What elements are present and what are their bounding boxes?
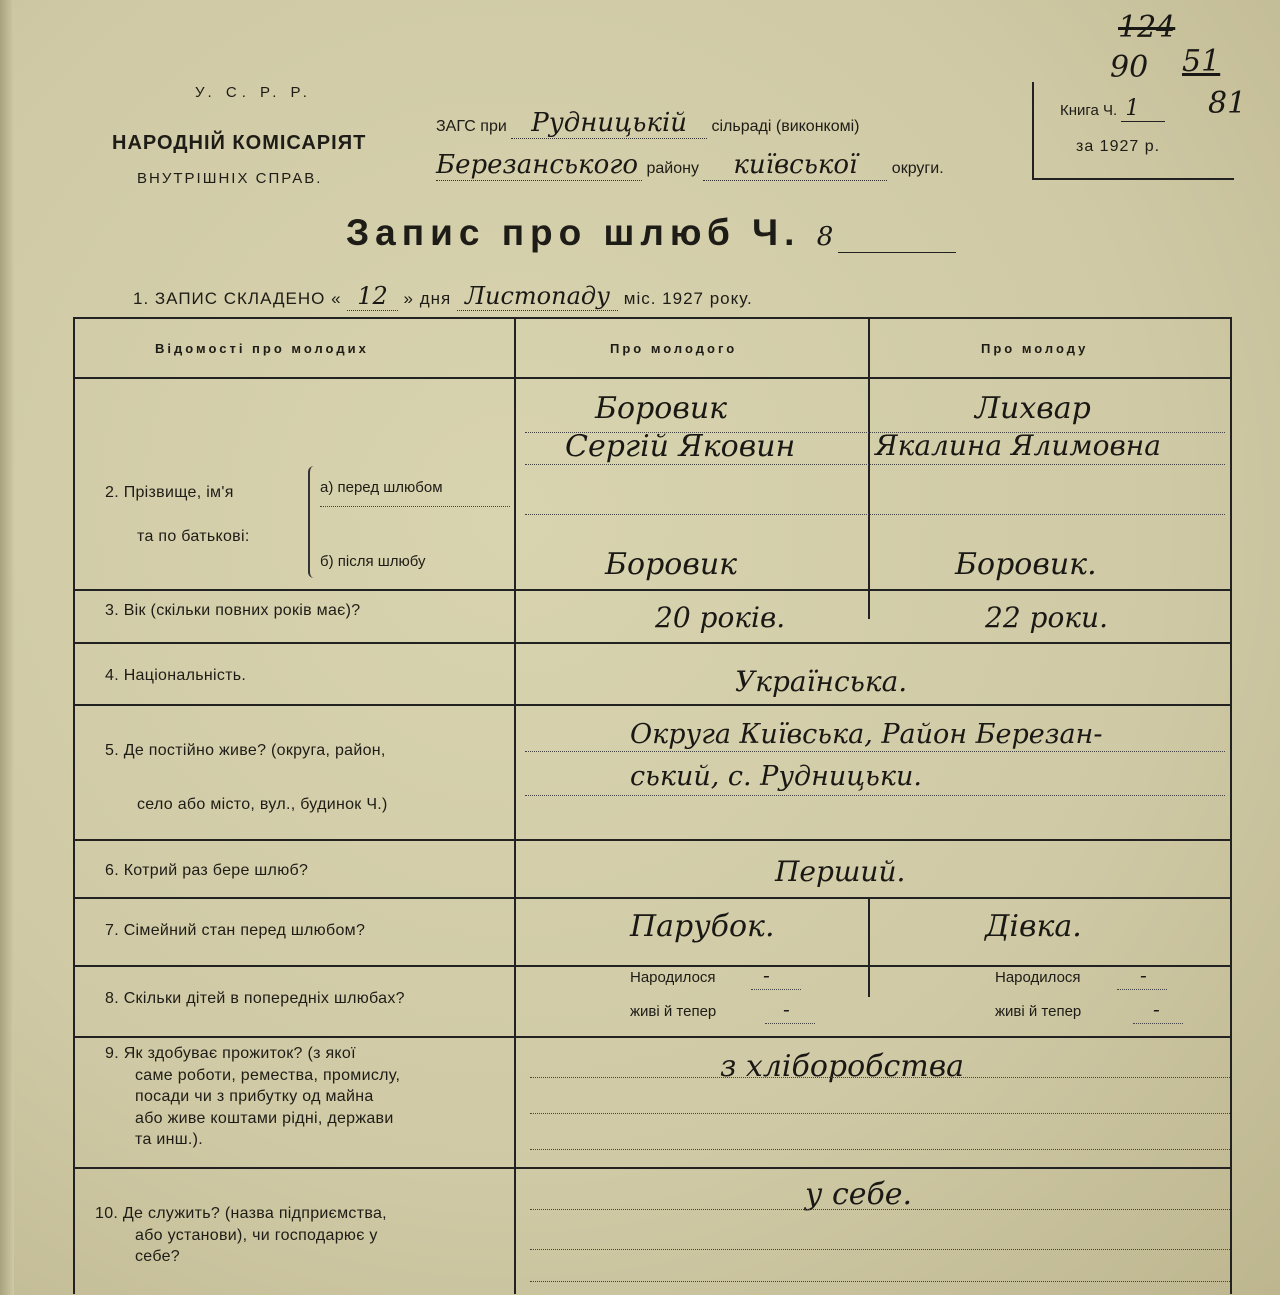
row2-dotline-3 [525, 514, 1225, 515]
record-day-handwritten: 12 [347, 282, 398, 311]
row10-dotline-2 [530, 1249, 1230, 1250]
bride-alive-line [1133, 1023, 1183, 1024]
row9-label-l5: та инш.). [135, 1131, 204, 1149]
row-line-6 [75, 897, 1230, 899]
row10-dotline-1 [530, 1209, 1230, 1210]
row-line-8 [75, 1036, 1230, 1038]
groom-alive-line [765, 1023, 815, 1024]
book-number-handwritten: 1 [1121, 96, 1165, 122]
header-bride: Про молоду [981, 341, 1089, 356]
row3-label: 3. Вік (скільки повних років має)? [105, 602, 361, 619]
district-handwritten: Березанського [436, 150, 642, 181]
village-council-suffix: сільраді (виконкомі) [711, 118, 860, 135]
row9-label-l3: посади чи з прибутку од майна [135, 1088, 374, 1106]
title-number-handwritten: 8 [816, 222, 834, 252]
bride-born-value: - [1140, 963, 1147, 987]
groom-alive-label: живі й тепер [630, 1003, 717, 1020]
district-suffix: району [646, 160, 699, 177]
row9-dotline-2 [530, 1113, 1230, 1114]
header-info: Відомості про молодих [155, 341, 369, 356]
bride-alive-value: - [1153, 997, 1160, 1021]
bride-alive-label: живі й тепер [995, 1003, 1082, 1020]
year-label: за 1927 р. [1076, 138, 1161, 155]
marriage-count-value: Перший. [775, 855, 906, 888]
groom-alive-value: - [783, 997, 790, 1021]
livelihood-value: з хліборобства [720, 1049, 965, 1084]
nationality-value: Українська. [735, 665, 908, 698]
book-line [1060, 96, 1165, 121]
col-divider-2b [868, 897, 870, 997]
bride-born-line [1117, 989, 1167, 990]
row4-label: 4. Національність. [105, 667, 247, 684]
row-line-7 [75, 965, 1230, 967]
corner-number-crossed: 124 [1118, 10, 1176, 45]
row8-label: 8. Скільки дітей в попередніх шлюбах? [105, 990, 405, 1007]
bride-name-before: Якалина Ялимовна [875, 429, 1161, 462]
col-divider-1 [514, 319, 516, 1294]
title-underline [838, 252, 956, 253]
title-text: Запис про шлюб Ч. [346, 212, 801, 253]
groom-born-line [751, 989, 801, 990]
groom-age: 20 років. [655, 601, 786, 634]
row9-label [105, 1043, 400, 1151]
groom-name-before: Сергій Яковин [565, 429, 796, 464]
okruha-suffix: округи. [891, 160, 944, 177]
row9-label-l4: або живе коштами рідні, держави [135, 1109, 394, 1127]
marriage-table [73, 317, 1232, 1294]
groom-surname-before: Боровик [595, 391, 728, 426]
row10-label-l2: або установи), чи господарює у [135, 1226, 378, 1244]
bride-status: Дівка. [985, 909, 1082, 944]
residence-line-2: ський, с. Рудницьки. [630, 761, 922, 792]
zags-line [436, 108, 860, 139]
internal-affairs: ВНУТРІШНІХ СПРАВ. [137, 170, 323, 187]
row2-label-1: 2. Прізвище, ім'я [105, 484, 234, 501]
row9-dotline-1 [530, 1077, 1230, 1078]
row2-before-label: а) перед шлюбом [320, 479, 443, 496]
record-prefix: 1. ЗАПИС СКЛАДЕНО « [133, 289, 342, 308]
groom-born-label: Народилося [630, 969, 716, 986]
row2-dotline-2 [525, 464, 1225, 465]
row2-after-label: б) після шлюбу [320, 553, 426, 570]
residence-line-1: Округа Київська, Район Березан- [630, 719, 1103, 750]
groom-status: Парубок. [630, 909, 775, 944]
row-line-header [75, 377, 1230, 379]
row9-label-l2: саме роботи, ремества, промислу, [135, 1066, 401, 1084]
corner-number-2: 90 [1110, 50, 1149, 85]
row-line-4 [75, 704, 1230, 706]
page-edge [0, 0, 14, 1295]
okruha-handwritten: київської [703, 150, 887, 181]
groom-born-value: - [763, 963, 770, 987]
employment-value: у себе. [805, 1177, 913, 1212]
bride-age: 22 роки. [985, 601, 1108, 634]
row2-label-2: та по батькові: [137, 528, 250, 545]
row6-label: 6. Котрий раз бере шлюб? [105, 862, 309, 879]
row10-label [95, 1203, 387, 1268]
row-line-3 [75, 642, 1230, 644]
row10-label-l3: себе? [135, 1248, 180, 1266]
document-title [346, 212, 833, 254]
corner-number-4: 81 [1208, 86, 1247, 121]
commissariat-title: НАРОДНІЙ КОМІСАРІЯТ [112, 132, 367, 154]
zags-prefix: ЗАГС при [436, 118, 507, 135]
row9-dotline-3 [530, 1149, 1230, 1150]
record-suffix: міс. 1927 року. [623, 289, 753, 308]
bride-surname-after: Боровик. [955, 547, 1097, 582]
groom-surname-after: Боровик [605, 547, 738, 582]
row-line-5 [75, 839, 1230, 841]
record-line [133, 282, 753, 310]
row-line-2 [75, 589, 1230, 591]
row2-before-line [320, 506, 510, 507]
book-label: Книга Ч. [1060, 102, 1118, 119]
header-groom: Про молодого [610, 341, 738, 356]
row-line-9 [75, 1167, 1230, 1169]
corner-number-3: 51 [1182, 44, 1221, 79]
bride-born-label: Народилося [995, 969, 1081, 986]
row5-label-1: 5. Де постійно живе? (округа, район, [105, 742, 386, 759]
republic-abbrev: У. С. Р. Р. [195, 84, 312, 101]
row5-dotline-1 [525, 751, 1225, 752]
bride-surname-before: Лихвар [975, 391, 1091, 426]
col-divider-2a [868, 319, 870, 619]
row9-label-l1: 9. Як здобуває прожиток? (з якої [105, 1045, 356, 1062]
row7-label: 7. Сімейний стан перед шлюбом? [105, 922, 366, 939]
row10-label-l1: 10. Де служить? (назва підприємства, [95, 1205, 387, 1222]
row2-brace [308, 466, 320, 578]
row10-dotline-3 [530, 1281, 1230, 1282]
village-council-handwritten: Рудницькій [511, 108, 707, 139]
row5-label-2: село або місто, вул., будинок Ч.) [137, 796, 388, 813]
district-line [436, 150, 944, 181]
record-mid: » дня [403, 289, 452, 308]
record-month-handwritten: Листопаду [457, 282, 618, 311]
row5-dotline-2 [525, 795, 1225, 796]
